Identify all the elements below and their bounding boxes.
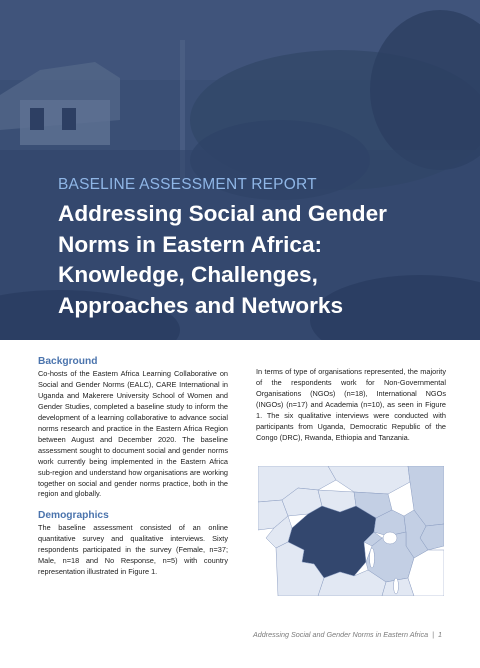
report-title [58,199,458,321]
lake-malawi [394,578,399,594]
demographics-heading: Demographics [38,510,109,522]
background-paragraph: Co-hosts of the Eastern Africa Learning Collaborative on Social and Gender Norms (EALC), CARE International in Uganda and Makerere University School of Women and Gender Studies, completed a baseline study to inform the development of a learning collaborative to advance social norms research and practice in the Eastern Africa Region between August and December 2020. The baseline assessment sought to document social and gender norms work currently being implemented in the Eastern Africa sub-region and understand how organisations are working together on social and gender norms practice, both in the region and globally. [38,369,228,499]
title-line: Norms in Eastern Africa: [58,231,323,257]
map-figure [258,466,444,596]
footer-separator: | [432,630,434,639]
background-heading: Background [38,356,98,367]
footer-title: Addressing Social and Gender Norms in Eastern Africa [253,630,429,639]
page-number: 1 [438,630,442,639]
title-line: Knowledge, Challenges, [58,262,318,287]
lake-tanganyika [370,548,375,568]
title-line: Approaches and Networks [58,292,344,318]
page-footer [253,630,442,639]
country-map [258,466,444,596]
right-column [256,367,446,444]
demographics-paragraph: The baseline assessment consisted of an online quantitative survey and qualitative interviews. Sixty respondents participated in the survey (Female, n=37; Male, n=18 and No Response, n=5) with country representation illustrated in Figure 1. [38,523,228,577]
report-kicker: BASELINE ASSESSMENT REPORT [58,176,317,193]
organisations-paragraph: In terms of type of organisations represented, the majority of the respondents work for Non-Governmental Organisations (NGOs) (n=18), International NGOs (INGOs) (n=17) and Academia (n=10), as seen in Figure 1. The six qualitative interviews were conducted with participants from Uganda, Democratic Republic of the Congo (DRC), Rwanda, Ethiopia and Tanzania. [256,367,446,442]
lake-victoria [383,532,397,544]
left-column [38,356,228,578]
title-line: Addressing Social and Gender [58,201,387,226]
